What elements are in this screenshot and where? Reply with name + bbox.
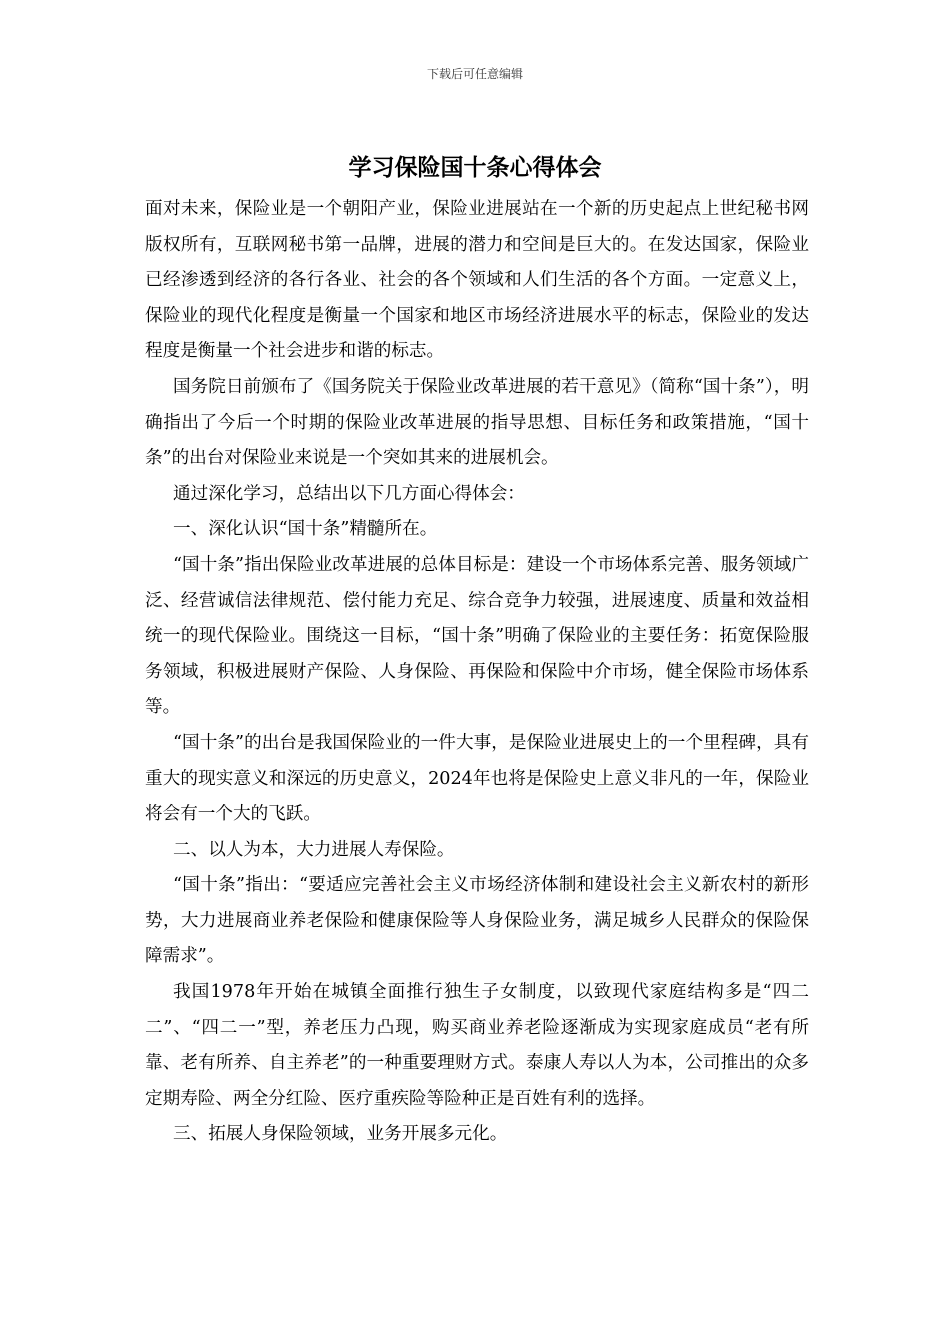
header-note: 下载后可任意编辑 [426, 67, 523, 81]
paragraph-summary-lead: 通过深化学习，总结出以下几方面心得体会： [173, 483, 525, 504]
paragraph-milestone: “国十条”的出台是我国保险业的一件大事，是保险业进展史上的一个里程碑，具有重大的现实意义和深远的历史意义，2024年也将是保险史上意义非凡的一年，保险业将会有一个大的飞跃。 [145, 732, 809, 825]
paragraph-intro: 面对未来，保险业是一个朝阳产业，保险业进展站在一个新的历史起点上世纪秘书网版权所有，互联网秘书第一品牌，进展的潜力和空间是巨大的。在发达国家，保险业已经渗透到经济的各行各业、社会的各个领域和人们生活的各个方面。一定意义上，保险业的现代化程度是衡量一个国家和地区市场经济进展水平的标志，保险业的发达程度是衡量一个社会进步和谐的标志。 [145, 199, 809, 362]
paragraph-state-council: 国务院日前颁布了《国务院关于保险业改革进展的若干意见》（简称“国十条”），明确指出了今后一个时期的保险业改革进展的指导思想、目标任务和政策措施，“国十条”的出台对保险业来说是一个突如其来的进展机会。 [145, 376, 809, 469]
section-heading-3: 三、拓展人身保险领域，业务开展多元化。 [173, 1124, 508, 1145]
section-heading-1: 一、深化认识“国十条”精髓所在。 [173, 519, 438, 540]
paragraph-overall-goal: “国十条”指出保险业改革进展的总体目标是：建设一个市场体系完善、服务领域广泛、经营诚信法律规范、偿付能力充足、综合竞争力较强，进展速度、质量和效益相统一的现代保险业。围绕这一目标，“国十条”明确了保险业的主要任务：拓宽保险服务领域，积极进展财产保险、人身保险、再保险和保险中介市场，健全保险市场体系等。 [145, 554, 809, 718]
paragraph-quote: “国十条”指出：“要适应完善社会主义市场经济体制和建设社会主义新农村的新形势，大力进展商业养老保险和健康保险等人身保险业务，满足城乡人民群众的保险保障需求”。 [145, 875, 809, 967]
section-heading-2: 二、以人为本，大力进展人寿保险。 [173, 839, 455, 860]
paragraph-family-structure: 我国1978年开始在城镇全面推行独生子女制度，以致现代家庭结构多是“四二二”、“四二一”型，养老压力凸现，购买商业养老险逐渐成为实现家庭成员“老有所靠、老有所养、自主养老”的一种重要理财方式。泰康人寿以人为本，公司推出的众多定期寿险、两全分红险、医疗重疾险等险种正是百姓有利的选择。 [145, 982, 809, 1109]
document-body [145, 192, 809, 1153]
document-title: 学习保险国十条心得体会 [348, 155, 602, 181]
